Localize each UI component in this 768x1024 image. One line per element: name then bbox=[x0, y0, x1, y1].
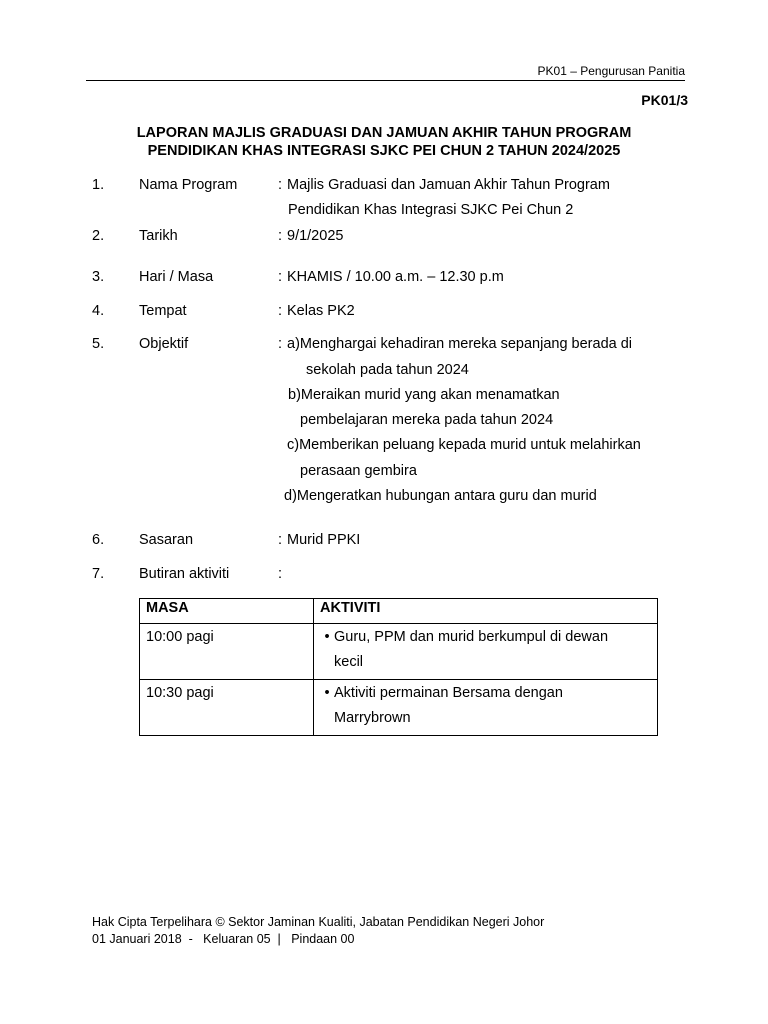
item-number: 5. bbox=[92, 336, 105, 352]
document-title bbox=[0, 124, 768, 160]
item-number: 3. bbox=[92, 269, 105, 285]
item-colon: : bbox=[278, 303, 283, 319]
objective-line: a)Menghargai kehadiran mereka sepanjang berada di bbox=[287, 336, 633, 352]
masa-cell: 10:00 pagi bbox=[140, 624, 314, 680]
item-number: 6. bbox=[92, 532, 105, 548]
document-footer bbox=[92, 914, 544, 948]
document-header: PK01 – Pengurusan Panitia bbox=[537, 64, 685, 78]
aktiviti-text: Marrybrown bbox=[334, 710, 411, 726]
item-number: 7. bbox=[92, 566, 105, 582]
table-header-row bbox=[140, 599, 658, 624]
item-colon: : bbox=[278, 177, 283, 193]
title-line-1: LAPORAN MAJLIS GRADUASI DAN JAMUAN AKHIR TAHUN PROGRAM bbox=[136, 125, 632, 141]
bullet-icon: • bbox=[324, 685, 330, 701]
item-colon: : bbox=[278, 336, 283, 352]
item-value: Murid PPKI bbox=[287, 532, 361, 548]
item-number: 4. bbox=[92, 303, 105, 319]
column-header-aktiviti: AKTIVITI bbox=[314, 599, 658, 624]
header-divider bbox=[86, 80, 685, 81]
document-code: PK01/3 bbox=[641, 92, 688, 108]
table-row bbox=[140, 680, 658, 736]
item-label: Nama Program bbox=[139, 177, 238, 193]
objective-line: d)Mengeratkan hubungan antara guru dan murid bbox=[284, 488, 597, 504]
item-value: Kelas PK2 bbox=[287, 303, 355, 319]
bullet-icon: • bbox=[324, 629, 330, 645]
copyright-text: Hak Cipta Terpelihara © Sektor Jaminan Kualiti, Jabatan Pendidikan Negeri Johor bbox=[92, 915, 545, 929]
aktiviti-text: Aktiviti permainan Bersama dengan bbox=[334, 685, 563, 701]
objective-line: pembelajaran mereka pada tahun 2024 bbox=[300, 412, 554, 428]
item-number: 1. bbox=[92, 177, 105, 193]
item-label: Hari / Masa bbox=[139, 269, 214, 285]
item-label: Sasaran bbox=[139, 532, 194, 548]
masa-cell: 10:30 pagi bbox=[140, 680, 314, 736]
item-value: KHAMIS / 10.00 a.m. – 12.30 p.m bbox=[287, 269, 504, 285]
aktiviti-text: kecil bbox=[334, 654, 364, 670]
item-label: Tempat bbox=[139, 303, 187, 319]
objective-line: c)Memberikan peluang kepada murid untuk melahirkan bbox=[287, 437, 641, 453]
objective-line: sekolah pada tahun 2024 bbox=[306, 362, 469, 378]
item-number: 2. bbox=[92, 228, 105, 244]
aktiviti-cell bbox=[314, 680, 658, 736]
item-colon: : bbox=[278, 228, 283, 244]
objective-line: perasaan gembira bbox=[300, 463, 417, 479]
item-value: Majlis Graduasi dan Jamuan Akhir Tahun Program bbox=[287, 177, 610, 193]
aktiviti-cell bbox=[314, 624, 658, 680]
activities-table bbox=[139, 598, 658, 736]
item-label: Tarikh bbox=[139, 228, 178, 244]
table-row bbox=[140, 624, 658, 680]
item-value: 9/1/2025 bbox=[287, 228, 344, 244]
item-colon: : bbox=[278, 566, 283, 582]
item-colon: : bbox=[278, 269, 283, 285]
revision-info: 01 Januari 2018 - Keluaran 05 | Pindaan 00 bbox=[92, 932, 355, 946]
item-value-continuation: Pendidikan Khas Integrasi SJKC Pei Chun 2 bbox=[288, 202, 574, 218]
item-label: Butiran aktiviti bbox=[139, 566, 230, 582]
item-label: Objektif bbox=[139, 336, 189, 352]
title-line-2: PENDIDIKAN KHAS INTEGRASI SJKC PEI CHUN 2 TAHUN 2024/2025 bbox=[147, 143, 621, 159]
objective-line: b)Meraikan murid yang akan menamatkan bbox=[288, 387, 560, 403]
item-colon: : bbox=[278, 532, 283, 548]
column-header-masa: MASA bbox=[140, 599, 314, 624]
aktiviti-text: Guru, PPM dan murid berkumpul di dewan bbox=[334, 629, 609, 645]
